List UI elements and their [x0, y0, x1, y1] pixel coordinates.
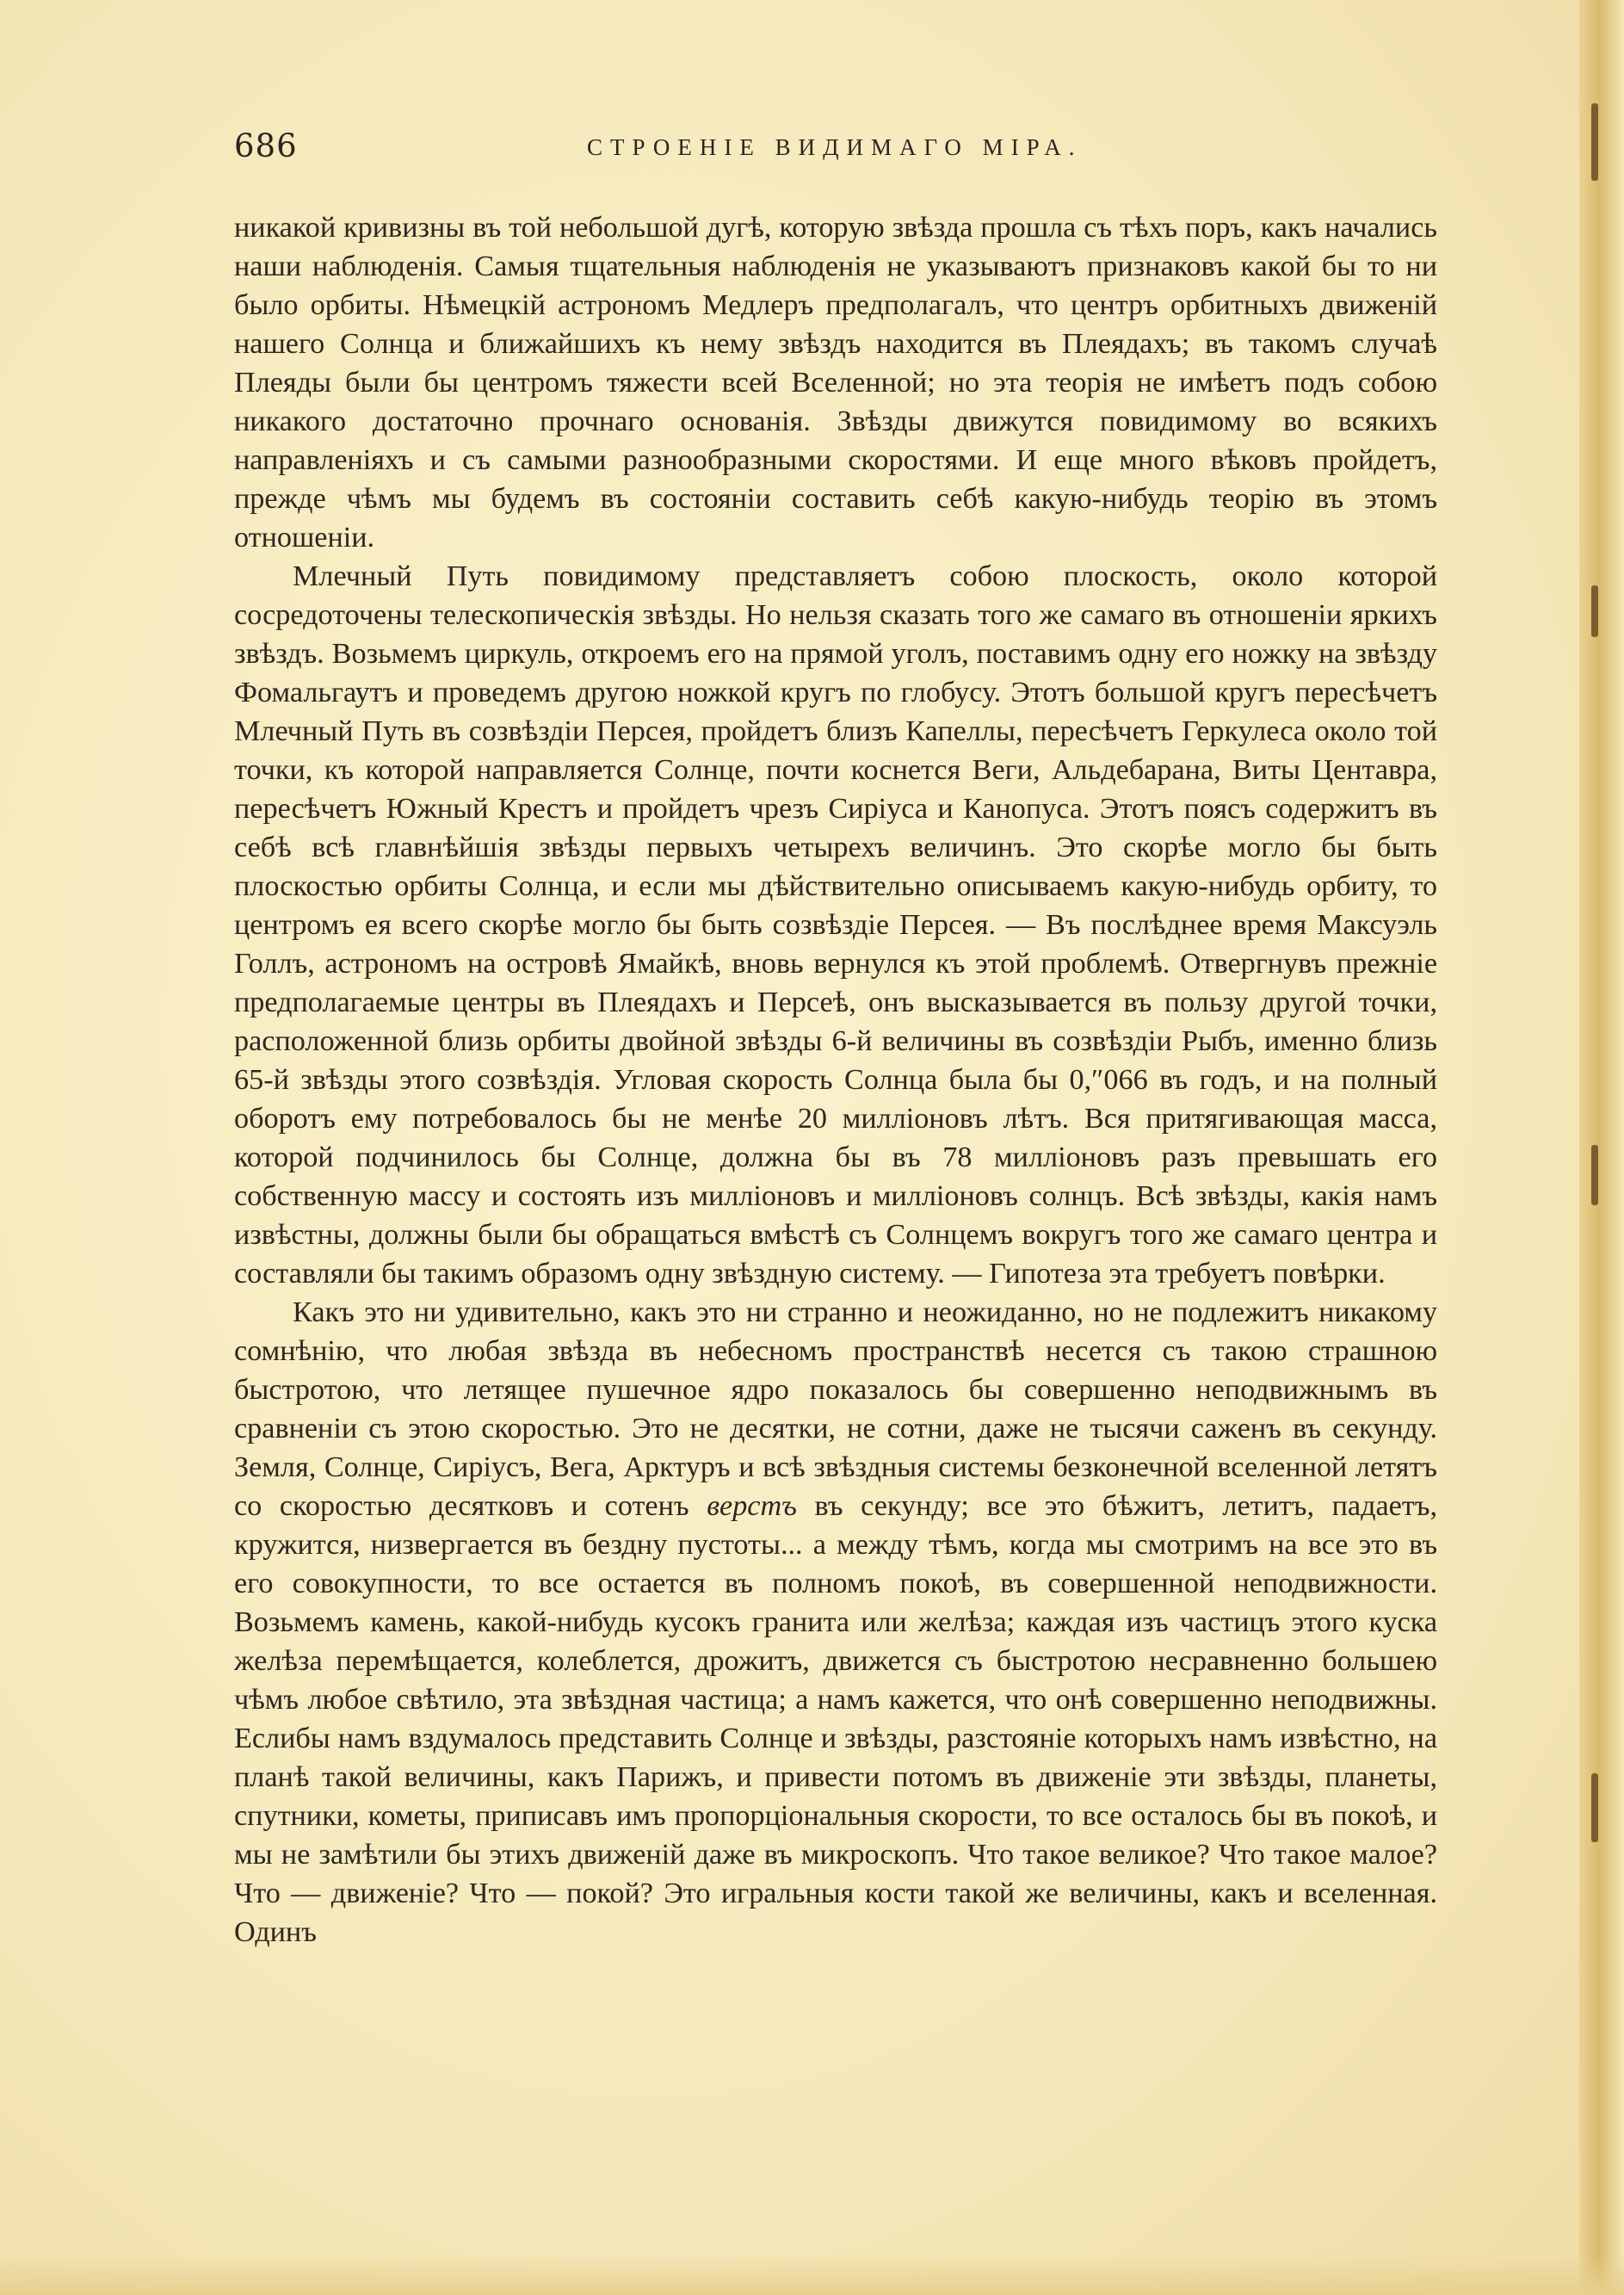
body-text — [234, 208, 1437, 1952]
page-number: 686 — [234, 127, 298, 164]
paragraph-3 — [234, 1293, 1437, 1952]
paragraph-1: никакой кривизны въ той небольшой дугѣ, которую звѣзда прошла съ тѣхъ поръ, какъ начались наши наблюденія. Самыя тщательныя наблюденія не указываютъ признаковъ какой бы то ни было орбиты. Нѣмецкій астрономъ Медлеръ предполагалъ, что центръ орбитныхъ движеній нашего Солнца и ближайшихъ къ нему звѣздъ находится въ Плеядахъ; въ такомъ случаѣ Плеяды были бы центромъ тяжести всей Вселенной; но эта теорія не имѣетъ подъ собою никакого достаточно прочнаго основанія. Звѣзды движутся повидимому во всякихъ направленіяхъ и съ самыми разнообразными скоростями. И еще много вѣковъ пройдетъ, прежде чѣмъ мы будемъ въ состояніи составить себѣ какую-нибудь теорію въ этомъ отношеніи. — [234, 212, 1437, 554]
page-edge-binding — [1579, 0, 1624, 2295]
page-header — [234, 127, 1301, 165]
running-title: СТРОЕНІЕ ВИДИМАГО МІРА. — [587, 134, 1083, 160]
edge-mark — [1591, 1773, 1598, 1842]
edge-mark — [1591, 585, 1598, 637]
edge-mark — [1591, 1145, 1598, 1205]
paragraph-2: Млечный Путь повидимому представляетъ собою плоскость, около которой сосредоточены телескопическія звѣзды. Но нельзя сказать того же самаго въ отношеніи яркихъ звѣздъ. Возьмемъ циркуль, откроемъ его на прямой уголъ, поставимъ одну его ножку на звѣзду Фомальгаутъ и проведемъ другою ножкой кругъ по глобусу. Этотъ большой кругъ пересѣчетъ Млечный Путь въ созвѣздіи Персея, пройдетъ близъ Капеллы, пересѣчетъ Геркулеса около той точки, къ которой направляется Солнце, почти коснется Веги, Альдебарана, Виты Центавра, пересѣчетъ Южный Крестъ и пройдетъ чрезъ Сиріуса и Канопуса. Этотъ поясъ содержитъ въ себѣ всѣ главнѣйшія звѣзды первыхъ четырехъ величинъ. Это скорѣе могло бы быть плоскостью орбиты Солнца, и если мы дѣйствительно описываемъ какую-нибудь орбиту, то центромъ ея всего скорѣе могло бы быть созвѣздіе Персея. — Въ послѣднее время Максуэль Голлъ, астрономъ на островѣ Ямайкѣ, вновь вернулся къ этой проблемѣ. Отвергнувъ прежніе предполагаемые центры въ Плеядахъ и Персеѣ, онъ высказывается въ пользу другой точки, расположенной близь орбиты двойной звѣзды 6-й величины въ созвѣздіи Рыбъ, именно близь 65-й звѣзды этого созвѣздія. Угловая скорость Солнца была бы 0,″066 въ годъ, и на полный оборотъ ему потребовалось бы не менѣе 20 милліоновъ лѣтъ. Вся притягивающая масса, которой подчинилось бы Солнце, должна бы въ 78 милліоновъ разъ превышать его собственную массу и состоять изъ милліоновъ и милліоновъ солнцъ. Всѣ звѣзды, какія намъ извѣстны, должны были бы обращаться вмѣстѣ съ Солнцемъ вокругъ того же самаго центра и составляли бы такимъ образомъ одну звѣздную систему. — Гипотеза эта требуетъ повѣрки. — [234, 560, 1437, 1290]
paragraph-3-text-end: въ секунду; все это бѣжитъ, летитъ, падаетъ, кружится, низвергается въ бездну пустоты... а между тѣмъ, когда мы смотримъ на все это въ его совокупности, то все остается въ полномъ покоѣ, въ совершенной неподвижности. Возьмемъ камень, какой-нибудь кусокъ гранита или желѣза; каждая изъ частицъ этого куска желѣза перемѣщается, колеблется, дрожитъ, движется съ быстротою несравненно большею чѣмъ любое свѣтило, эта звѣздная частица; а намъ кажется, что онѣ совершенно неподвижны. Еслибы намъ вздумалось представить Солнце и звѣзды, разстояніе которыхъ намъ извѣстно, на планѣ такой величины, какъ Парижъ, и привести потомъ въ движеніе эти звѣзды, планеты, спутники, кометы, приписавъ имъ пропорціональныя скорости, то все осталось бы въ покоѣ, и мы не замѣтили бы этихъ движеній даже въ микроскопъ. Что такое великое? Что такое малое? Что — движеніе? Что — покой? Это игральныя кости такой же величины, какъ и вселенная. Одинъ — [234, 1490, 1438, 1948]
page-bottom-shadow — [0, 2255, 1624, 2295]
edge-mark — [1591, 103, 1598, 181]
italic-word: верстъ — [707, 1490, 797, 1522]
paragraph-3-text-start: Какъ это ни удивительно, какъ это ни странно и неожиданно, но не подлежитъ никакому сомнѣнію, что любая звѣзда въ небесномъ пространствѣ несется съ такою страшною быстротою, что летящее пушечное ядро показалось бы совершенно неподвижнымъ въ сравненіи съ этою скоростью. Это не десятки, не сотни, даже не тысячи саженъ въ секунду. Земля, Солнце, Сиріусъ, Вега, Арктуръ и всѣ звѣздныя системы безконечной вселенной летятъ со скоростью десятковъ и сотенъ — [234, 1296, 1437, 1522]
